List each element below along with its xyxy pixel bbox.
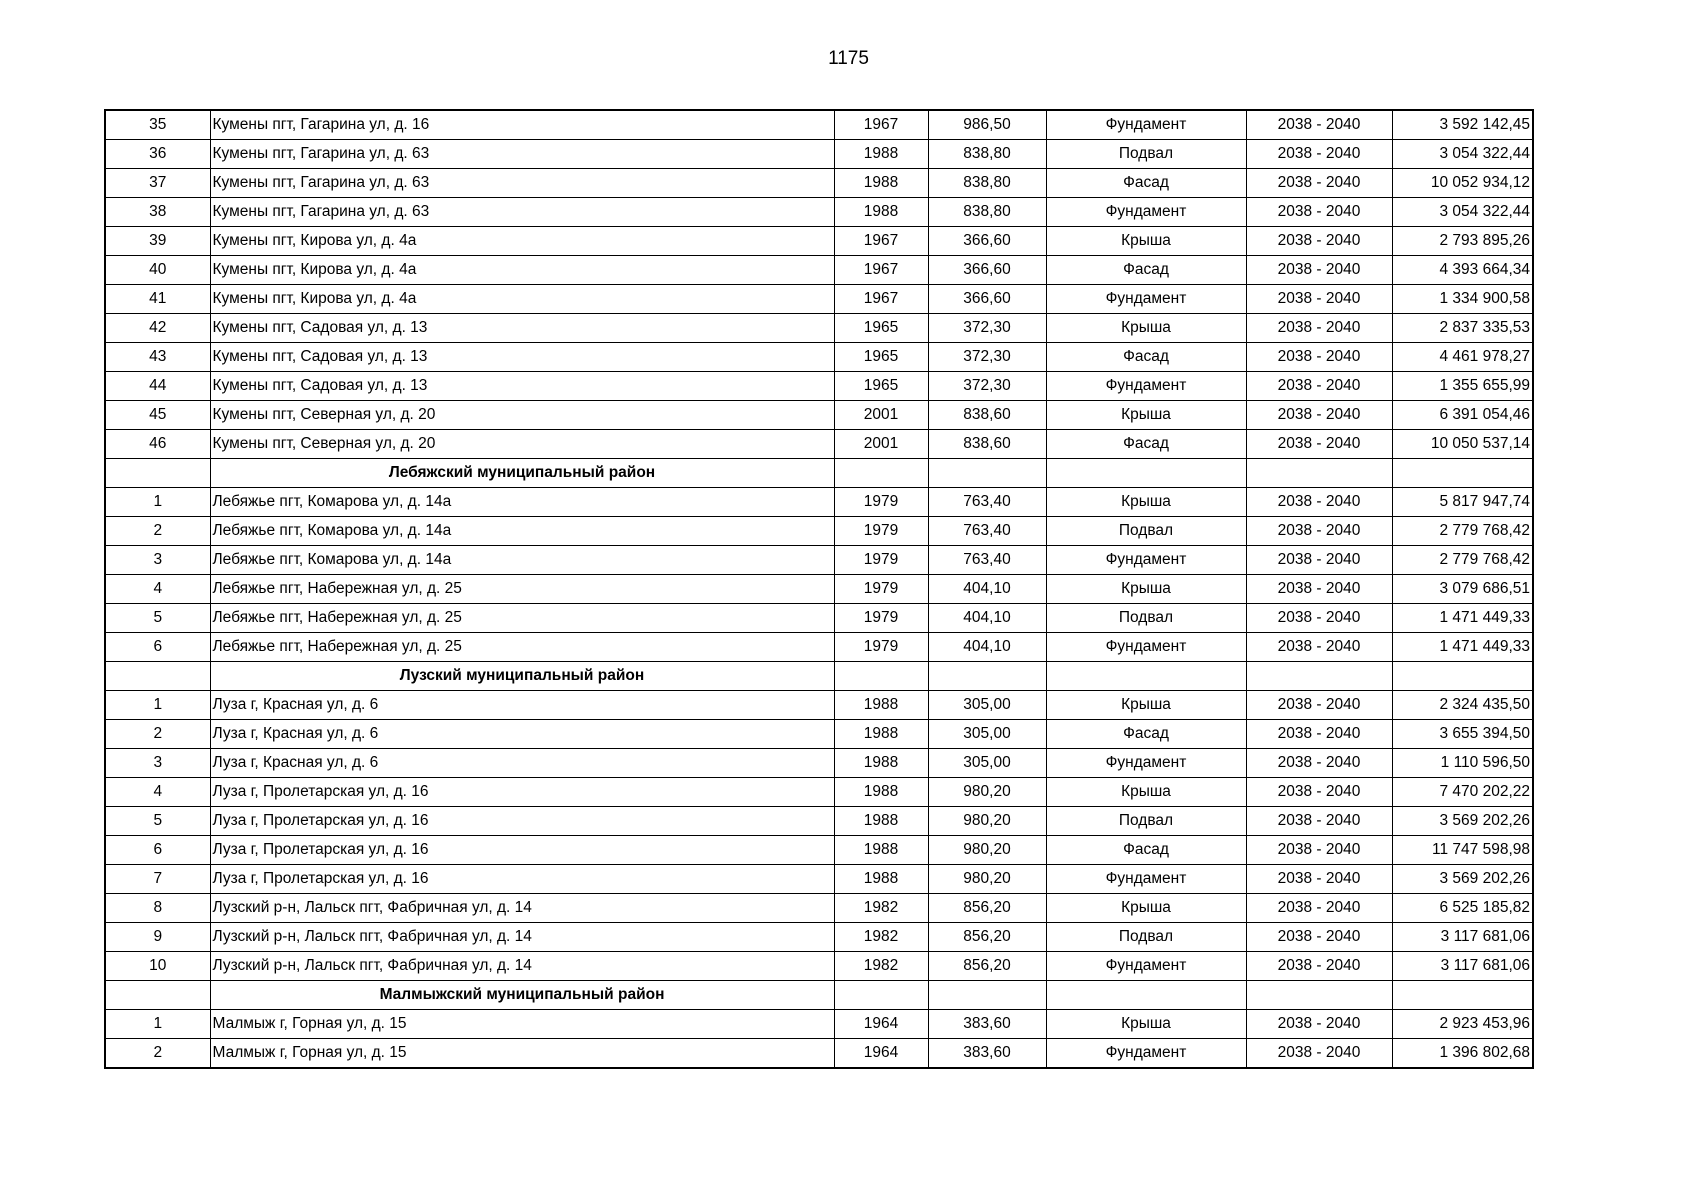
work-type-cell: Фасад: [1046, 720, 1246, 749]
row-number: 9: [105, 923, 210, 952]
work-type-cell: Фундамент: [1046, 285, 1246, 314]
row-number: 1: [105, 1010, 210, 1039]
row-number: 1: [105, 488, 210, 517]
period-cell: 2038 - 2040: [1246, 633, 1392, 662]
area-cell: 838,80: [928, 169, 1046, 198]
table-row: [105, 169, 1533, 198]
area-cell: 366,60: [928, 285, 1046, 314]
area-cell: 856,20: [928, 952, 1046, 981]
cost-cell: 1 396 802,68: [1392, 1039, 1533, 1069]
area-cell: 856,20: [928, 923, 1046, 952]
address-cell: Лебяжье пгт, Комарова ул, д. 14а: [210, 546, 834, 575]
year-cell: 1988: [834, 169, 928, 198]
table-row: [105, 691, 1533, 720]
period-cell: 2038 - 2040: [1246, 198, 1392, 227]
table-body: [105, 110, 1533, 1068]
area-cell: 305,00: [928, 720, 1046, 749]
row-number: 3: [105, 546, 210, 575]
year-cell: 1988: [834, 691, 928, 720]
work-type-cell: Подвал: [1046, 517, 1246, 546]
empty-cell: [105, 981, 210, 1010]
area-cell: 404,10: [928, 633, 1046, 662]
work-type-cell: Фундамент: [1046, 110, 1246, 140]
address-cell: Кумены пгт, Кирова ул, д. 4а: [210, 256, 834, 285]
address-cell: Кумены пгт, Северная ул, д. 20: [210, 401, 834, 430]
area-cell: 980,20: [928, 836, 1046, 865]
cost-cell: 3 592 142,45: [1392, 110, 1533, 140]
area-cell: 838,60: [928, 401, 1046, 430]
area-cell: 383,60: [928, 1010, 1046, 1039]
empty-cell: [928, 981, 1046, 1010]
address-cell: Кумены пгт, Кирова ул, д. 4а: [210, 227, 834, 256]
row-number: 7: [105, 865, 210, 894]
row-number: 5: [105, 807, 210, 836]
table-row: [105, 720, 1533, 749]
period-cell: 2038 - 2040: [1246, 836, 1392, 865]
district-name: Лебяжский муниципальный район: [210, 459, 834, 488]
page-number: 1175: [828, 48, 869, 69]
cost-cell: 1 355 655,99: [1392, 372, 1533, 401]
table-row: [105, 256, 1533, 285]
empty-cell: [1046, 662, 1246, 691]
period-cell: 2038 - 2040: [1246, 1010, 1392, 1039]
row-number: 3: [105, 749, 210, 778]
cost-cell: 1 110 596,50: [1392, 749, 1533, 778]
cost-cell: 10 050 537,14: [1392, 430, 1533, 459]
table-row: [105, 488, 1533, 517]
empty-cell: [105, 459, 210, 488]
row-number: 4: [105, 778, 210, 807]
table-row: [105, 778, 1533, 807]
work-type-cell: Подвал: [1046, 923, 1246, 952]
table-row: [105, 517, 1533, 546]
period-cell: 2038 - 2040: [1246, 952, 1392, 981]
area-cell: 404,10: [928, 575, 1046, 604]
year-cell: 1967: [834, 110, 928, 140]
year-cell: 1965: [834, 372, 928, 401]
cost-cell: 1 334 900,58: [1392, 285, 1533, 314]
period-cell: 2038 - 2040: [1246, 691, 1392, 720]
work-type-cell: Крыша: [1046, 778, 1246, 807]
cost-cell: 1 471 449,33: [1392, 633, 1533, 662]
table-row: [105, 923, 1533, 952]
table-row: [105, 110, 1533, 140]
empty-cell: [928, 662, 1046, 691]
table-row: [105, 604, 1533, 633]
table-row: [105, 227, 1533, 256]
period-cell: 2038 - 2040: [1246, 575, 1392, 604]
address-cell: Лузский р-н, Лальск пгт, Фабричная ул, д. 14: [210, 952, 834, 981]
year-cell: 1979: [834, 604, 928, 633]
year-cell: 1988: [834, 807, 928, 836]
empty-cell: [834, 662, 928, 691]
area-cell: 404,10: [928, 604, 1046, 633]
work-type-cell: Подвал: [1046, 140, 1246, 169]
empty-cell: [1392, 981, 1533, 1010]
repair-schedule-table: [104, 109, 1534, 1069]
year-cell: 1988: [834, 140, 928, 169]
work-type-cell: Фундамент: [1046, 546, 1246, 575]
area-cell: 383,60: [928, 1039, 1046, 1069]
period-cell: 2038 - 2040: [1246, 807, 1392, 836]
year-cell: 1988: [834, 198, 928, 227]
area-cell: 980,20: [928, 807, 1046, 836]
row-number: 5: [105, 604, 210, 633]
work-type-cell: Крыша: [1046, 401, 1246, 430]
row-number: 35: [105, 110, 210, 140]
period-cell: 2038 - 2040: [1246, 546, 1392, 575]
work-type-cell: Фасад: [1046, 836, 1246, 865]
address-cell: Луза г, Красная ул, д. 6: [210, 720, 834, 749]
row-number: 8: [105, 894, 210, 923]
period-cell: 2038 - 2040: [1246, 604, 1392, 633]
address-cell: Луза г, Красная ул, д. 6: [210, 691, 834, 720]
address-cell: Кумены пгт, Гагарина ул, д. 63: [210, 140, 834, 169]
row-number: 6: [105, 633, 210, 662]
row-number: 41: [105, 285, 210, 314]
year-cell: 1964: [834, 1010, 928, 1039]
area-cell: 305,00: [928, 691, 1046, 720]
cost-cell: 3 569 202,26: [1392, 865, 1533, 894]
area-cell: 366,60: [928, 227, 1046, 256]
cost-cell: 3 054 322,44: [1392, 198, 1533, 227]
cost-cell: 4 461 978,27: [1392, 343, 1533, 372]
area-cell: 856,20: [928, 894, 1046, 923]
empty-cell: [1246, 662, 1392, 691]
year-cell: 1967: [834, 227, 928, 256]
empty-cell: [1246, 981, 1392, 1010]
work-type-cell: Фундамент: [1046, 952, 1246, 981]
period-cell: 2038 - 2040: [1246, 430, 1392, 459]
period-cell: 2038 - 2040: [1246, 227, 1392, 256]
table-row: [105, 894, 1533, 923]
table-row: [105, 430, 1533, 459]
area-cell: 366,60: [928, 256, 1046, 285]
row-number: 37: [105, 169, 210, 198]
address-cell: Луза г, Пролетарская ул, д. 16: [210, 778, 834, 807]
period-cell: 2038 - 2040: [1246, 256, 1392, 285]
work-type-cell: Крыша: [1046, 227, 1246, 256]
row-number: 2: [105, 517, 210, 546]
area-cell: 980,20: [928, 778, 1046, 807]
period-cell: 2038 - 2040: [1246, 720, 1392, 749]
row-number: 10: [105, 952, 210, 981]
area-cell: 980,20: [928, 865, 1046, 894]
work-type-cell: Фасад: [1046, 343, 1246, 372]
address-cell: Кумены пгт, Гагарина ул, д. 16: [210, 110, 834, 140]
period-cell: 2038 - 2040: [1246, 865, 1392, 894]
year-cell: 1982: [834, 952, 928, 981]
address-cell: Кумены пгт, Северная ул, д. 20: [210, 430, 834, 459]
address-cell: Кумены пгт, Кирова ул, д. 4а: [210, 285, 834, 314]
period-cell: 2038 - 2040: [1246, 140, 1392, 169]
area-cell: 838,80: [928, 198, 1046, 227]
address-cell: Лузский р-н, Лальск пгт, Фабричная ул, д. 14: [210, 923, 834, 952]
period-cell: 2038 - 2040: [1246, 749, 1392, 778]
work-type-cell: Фасад: [1046, 169, 1246, 198]
empty-cell: [1392, 459, 1533, 488]
table-row: [105, 1010, 1533, 1039]
row-number: 6: [105, 836, 210, 865]
empty-cell: [105, 662, 210, 691]
work-type-cell: Фундамент: [1046, 633, 1246, 662]
year-cell: 2001: [834, 401, 928, 430]
empty-cell: [1246, 459, 1392, 488]
empty-cell: [834, 459, 928, 488]
area-cell: 372,30: [928, 372, 1046, 401]
cost-cell: 3 569 202,26: [1392, 807, 1533, 836]
year-cell: 1967: [834, 285, 928, 314]
area-cell: 763,40: [928, 488, 1046, 517]
row-number: 2: [105, 720, 210, 749]
row-number: 43: [105, 343, 210, 372]
table-row: [105, 865, 1533, 894]
work-type-cell: Крыша: [1046, 488, 1246, 517]
work-type-cell: Фундамент: [1046, 865, 1246, 894]
table-row: [105, 343, 1533, 372]
area-cell: 838,80: [928, 140, 1046, 169]
table-row: [105, 807, 1533, 836]
area-cell: 838,60: [928, 430, 1046, 459]
cost-cell: 2 793 895,26: [1392, 227, 1533, 256]
district-header-row: [105, 459, 1533, 488]
row-number: 46: [105, 430, 210, 459]
year-cell: 1988: [834, 778, 928, 807]
period-cell: 2038 - 2040: [1246, 285, 1392, 314]
cost-cell: 2 779 768,42: [1392, 517, 1533, 546]
work-type-cell: Фундамент: [1046, 198, 1246, 227]
row-number: 1: [105, 691, 210, 720]
year-cell: 1979: [834, 488, 928, 517]
table-row: [105, 140, 1533, 169]
table-row: [105, 575, 1533, 604]
address-cell: Луза г, Пролетарская ул, д. 16: [210, 865, 834, 894]
period-cell: 2038 - 2040: [1246, 343, 1392, 372]
year-cell: 1979: [834, 633, 928, 662]
work-type-cell: Крыша: [1046, 575, 1246, 604]
row-number: 4: [105, 575, 210, 604]
period-cell: 2038 - 2040: [1246, 372, 1392, 401]
cost-cell: 2 324 435,50: [1392, 691, 1533, 720]
table-row: [105, 372, 1533, 401]
cost-cell: 2 923 453,96: [1392, 1010, 1533, 1039]
work-type-cell: Подвал: [1046, 604, 1246, 633]
table-row: [105, 546, 1533, 575]
address-cell: Лузский р-н, Лальск пгт, Фабричная ул, д. 14: [210, 894, 834, 923]
cost-cell: 10 052 934,12: [1392, 169, 1533, 198]
period-cell: 2038 - 2040: [1246, 517, 1392, 546]
area-cell: 372,30: [928, 314, 1046, 343]
year-cell: 1965: [834, 343, 928, 372]
row-number: 40: [105, 256, 210, 285]
empty-cell: [834, 981, 928, 1010]
cost-cell: 3 054 322,44: [1392, 140, 1533, 169]
period-cell: 2038 - 2040: [1246, 778, 1392, 807]
address-cell: Кумены пгт, Садовая ул, д. 13: [210, 314, 834, 343]
period-cell: 2038 - 2040: [1246, 314, 1392, 343]
empty-cell: [1046, 981, 1246, 1010]
work-type-cell: Фундамент: [1046, 749, 1246, 778]
cost-cell: 3 655 394,50: [1392, 720, 1533, 749]
cost-cell: 3 117 681,06: [1392, 952, 1533, 981]
address-cell: Лебяжье пгт, Набережная ул, д. 25: [210, 604, 834, 633]
period-cell: 2038 - 2040: [1246, 401, 1392, 430]
area-cell: 372,30: [928, 343, 1046, 372]
cost-cell: 3 117 681,06: [1392, 923, 1533, 952]
area-cell: 763,40: [928, 546, 1046, 575]
table-row: [105, 285, 1533, 314]
district-name: Малмыжский муниципальный район: [210, 981, 834, 1010]
period-cell: 2038 - 2040: [1246, 169, 1392, 198]
address-cell: Кумены пгт, Садовая ул, д. 13: [210, 372, 834, 401]
cost-cell: 3 079 686,51: [1392, 575, 1533, 604]
district-header-row: [105, 662, 1533, 691]
work-type-cell: Фундамент: [1046, 1039, 1246, 1069]
work-type-cell: Крыша: [1046, 1010, 1246, 1039]
cost-cell: 2 779 768,42: [1392, 546, 1533, 575]
area-cell: 305,00: [928, 749, 1046, 778]
cost-cell: 1 471 449,33: [1392, 604, 1533, 633]
year-cell: 1988: [834, 720, 928, 749]
cost-cell: 6 525 185,82: [1392, 894, 1533, 923]
row-number: 44: [105, 372, 210, 401]
row-number: 39: [105, 227, 210, 256]
year-cell: 1982: [834, 923, 928, 952]
year-cell: 1979: [834, 517, 928, 546]
empty-cell: [928, 459, 1046, 488]
address-cell: Луза г, Красная ул, д. 6: [210, 749, 834, 778]
work-type-cell: Фасад: [1046, 430, 1246, 459]
work-type-cell: Крыша: [1046, 894, 1246, 923]
row-number: 38: [105, 198, 210, 227]
address-cell: Малмыж г, Горная ул, д. 15: [210, 1039, 834, 1069]
district-name: Лузский муниципальный район: [210, 662, 834, 691]
table-row: [105, 314, 1533, 343]
year-cell: 1967: [834, 256, 928, 285]
table-row: [105, 836, 1533, 865]
table-row: [105, 633, 1533, 662]
cost-cell: 7 470 202,22: [1392, 778, 1533, 807]
work-type-cell: Фасад: [1046, 256, 1246, 285]
work-type-cell: Крыша: [1046, 691, 1246, 720]
empty-cell: [1046, 459, 1246, 488]
year-cell: 1982: [834, 894, 928, 923]
table-row: [105, 1039, 1533, 1069]
empty-cell: [1392, 662, 1533, 691]
address-cell: Лебяжье пгт, Набережная ул, д. 25: [210, 575, 834, 604]
address-cell: Кумены пгт, Гагарина ул, д. 63: [210, 169, 834, 198]
year-cell: 1979: [834, 575, 928, 604]
address-cell: Луза г, Пролетарская ул, д. 16: [210, 807, 834, 836]
year-cell: 1988: [834, 836, 928, 865]
address-cell: Кумены пгт, Гагарина ул, д. 63: [210, 198, 834, 227]
work-type-cell: Крыша: [1046, 314, 1246, 343]
period-cell: 2038 - 2040: [1246, 1039, 1392, 1069]
cost-cell: 5 817 947,74: [1392, 488, 1533, 517]
table-row: [105, 198, 1533, 227]
period-cell: 2038 - 2040: [1246, 110, 1392, 140]
period-cell: 2038 - 2040: [1246, 923, 1392, 952]
address-cell: Лебяжье пгт, Комарова ул, д. 14а: [210, 488, 834, 517]
table-row: [105, 401, 1533, 430]
year-cell: 1988: [834, 865, 928, 894]
year-cell: 1988: [834, 749, 928, 778]
work-type-cell: Фундамент: [1046, 372, 1246, 401]
cost-cell: 2 837 335,53: [1392, 314, 1533, 343]
year-cell: 1964: [834, 1039, 928, 1069]
row-number: 36: [105, 140, 210, 169]
period-cell: 2038 - 2040: [1246, 894, 1392, 923]
row-number: 2: [105, 1039, 210, 1069]
address-cell: Лебяжье пгт, Набережная ул, д. 25: [210, 633, 834, 662]
cost-cell: 4 393 664,34: [1392, 256, 1533, 285]
address-cell: Кумены пгт, Садовая ул, д. 13: [210, 343, 834, 372]
table-row: [105, 952, 1533, 981]
work-type-cell: Подвал: [1046, 807, 1246, 836]
district-header-row: [105, 981, 1533, 1010]
year-cell: 1965: [834, 314, 928, 343]
row-number: 45: [105, 401, 210, 430]
area-cell: 763,40: [928, 517, 1046, 546]
cost-cell: 11 747 598,98: [1392, 836, 1533, 865]
address-cell: Малмыж г, Горная ул, д. 15: [210, 1010, 834, 1039]
row-number: 42: [105, 314, 210, 343]
year-cell: 2001: [834, 430, 928, 459]
address-cell: Лебяжье пгт, Комарова ул, д. 14а: [210, 517, 834, 546]
address-cell: Луза г, Пролетарская ул, д. 16: [210, 836, 834, 865]
year-cell: 1979: [834, 546, 928, 575]
cost-cell: 6 391 054,46: [1392, 401, 1533, 430]
table-row: [105, 749, 1533, 778]
period-cell: 2038 - 2040: [1246, 488, 1392, 517]
area-cell: 986,50: [928, 110, 1046, 140]
